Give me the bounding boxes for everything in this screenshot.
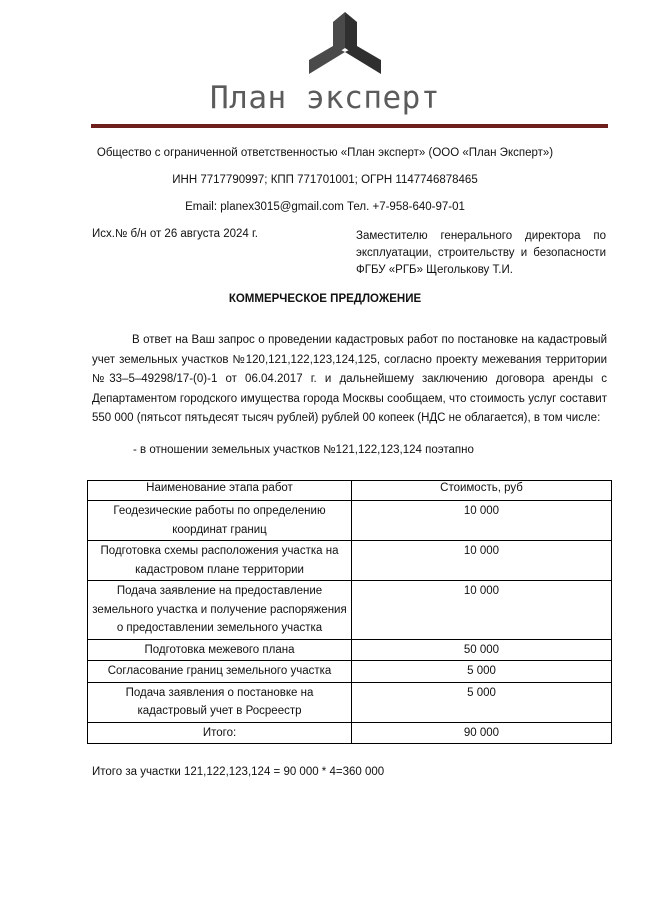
summary-line: Итого за участки 121,122,123,124 = 90 000 * 4=360 000 bbox=[92, 766, 385, 778]
stage-column-header: Наименование этапа работ bbox=[88, 481, 352, 501]
cost-cell: 10 000 bbox=[352, 581, 612, 640]
contacts-line: Email: planex3015@gmail.com Тел. +7-958-640-97-01 bbox=[185, 201, 465, 213]
stage-cell: Подача заявление на предоставление земельного участка и получение распоряжения о предоставлении земельного участка bbox=[88, 581, 352, 640]
stage-cell: Подготовка схемы расположения участка на кадастровом плане территории bbox=[88, 541, 352, 581]
cost-cell: 10 000 bbox=[352, 541, 612, 581]
header-rule bbox=[91, 124, 608, 128]
outgoing-reference: Исх.№ б/н от 26 августа 2024 г. bbox=[92, 228, 258, 240]
company-line: Общество с ограниченной ответственностью «План эксперт» (ООО «План Эксперт») bbox=[96, 147, 554, 159]
stage-cell: Согласование границ земельного участка bbox=[88, 661, 352, 683]
table-row bbox=[88, 682, 612, 722]
stage-cell: Подготовка межевого плана bbox=[88, 639, 352, 661]
cost-cell: 5 000 bbox=[352, 682, 612, 722]
letter-body: В ответ на Ваш запрос о проведении кадастровых работ по постановке на кадастровый учет земельных участков №120,121,122,123,124,125, согласно проекту межевания территории №33–5–49298/17-(0)-1 от 06.04.2017 г. и дальнейшему заключению договора аренды с Департаментом городского имущества города Москвы сообщаем, что стоимость услуг составит 550 000 (пятьсот пятьдесят тысяч рублей) рублей 00 копеек (НДС не облагается), в том числе: bbox=[92, 334, 607, 424]
bullet-line: - в отношении земельных участков №121,122,123,124 поэтапно bbox=[133, 444, 474, 456]
total-label: Итого: bbox=[88, 722, 352, 744]
cost-column-header: Стоимость, руб bbox=[352, 481, 612, 501]
cost-cell: 10 000 bbox=[352, 501, 612, 541]
cost-table bbox=[87, 480, 612, 744]
table-row bbox=[88, 639, 612, 661]
stage-cell: Подача заявления о постановке на кадастровый учет в Росреестр bbox=[88, 682, 352, 722]
table-row bbox=[88, 661, 612, 683]
table-header-row bbox=[88, 481, 612, 501]
registration-line: ИНН 7717790997; КПП 771701001; ОГРН 1147746878465 bbox=[172, 174, 478, 186]
cost-cell: 5 000 bbox=[352, 661, 612, 683]
addressee: Заместителю генерального директора по эксплуатации, строительству и безопасности ФГБУ «РГБ» Щеголькову Т.И. bbox=[356, 230, 606, 276]
total-row bbox=[88, 722, 612, 744]
three-chevron-logo-icon bbox=[305, 12, 385, 82]
cost-cell: 50 000 bbox=[352, 639, 612, 661]
table-row bbox=[88, 541, 612, 581]
document-title: КОММЕРЧЕСКОЕ ПРЕДЛОЖЕНИЕ bbox=[228, 293, 422, 305]
stage-cell: Геодезические работы по определению координат границ bbox=[88, 501, 352, 541]
table-row bbox=[88, 581, 612, 640]
table-row bbox=[88, 501, 612, 541]
brand-name: План эксперт bbox=[210, 80, 440, 116]
total-value: 90 000 bbox=[352, 722, 612, 744]
